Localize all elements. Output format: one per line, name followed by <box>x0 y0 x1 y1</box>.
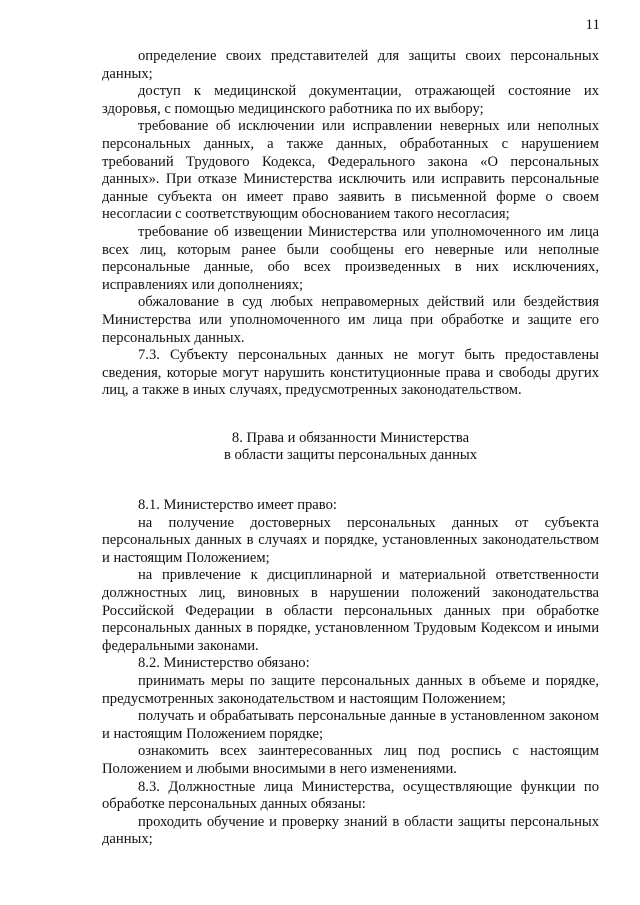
paragraph-right-liability: на привлечение к дисциплинарной и материальной ответственности должностных лиц, виновных в нарушении положений законодательства Российской Федерации в области персональных данных при обработке персональных данных в порядке, установленном Трудовым Кодексом и иными федеральными законами. <box>102 567 599 654</box>
paragraph-8-2: 8.2. Министерство обязано: <box>138 655 310 672</box>
paragraph-right-obtain-data: на получение достоверных персональных данных от субъекта персональных данных в случаях и порядке, установленных законодательством и настоящим Положением; <box>102 514 599 566</box>
paragraph-correction-request: требование об исключении или исправлении неверных или неполных персональных данных, а также данных, обработанных с нарушением требований Трудового Кодекса, Федерального закона «О персональных данных». При отказе Министерства исключить или исправить персональные данные субъекта он имеет право заявить в письменной форме о своем несогласии с соответствующим обоснованием такого несогласия; <box>102 118 599 223</box>
section-8-heading-line2: в области защиты персональных данных <box>224 447 477 464</box>
paragraph-8-3: 8.3. Должностные лица Министерства, осуществляющие функции по обработке персональных данных обязаны: <box>102 778 599 813</box>
paragraph-duty-familiarize: ознакомить всех заинтересованных лиц под роспись с настоящим Положением и любыми вносимыми в него изменениями. <box>102 743 599 777</box>
paragraph-8-1: 8.1. Министерство имеет право: <box>138 497 337 514</box>
paragraph-duty-training: проходить обучение и проверку знаний в области защиты персональных данных; <box>102 813 599 848</box>
section-8-heading <box>102 430 599 465</box>
paragraph-court-appeal: обжалование в суд любых неправомерных действий или бездействия Министерства или уполномоченного им лица при обработке и защите его персональных данных. <box>102 294 599 346</box>
section-8-heading-line1: 8. Права и обязанности Министерства <box>231 429 470 446</box>
page-number: 11 <box>585 17 600 33</box>
paragraph-duty-processing: получать и обрабатывать персональные данные в установленном законом и настоящим Положением порядке; <box>102 708 599 742</box>
paragraph-representatives: определение своих представителей для защиты своих персональных данных; <box>102 48 599 82</box>
paragraph-duty-protection: принимать меры по защите персональных данных в объеме и порядке, предусмотренных законодательством и настоящим Положением; <box>102 673 599 707</box>
paragraph-medical-access: доступ к медицинской документации, отражающей состояние их здоровья, с помощью медицинского работника по их выбору; <box>102 83 599 117</box>
document-body <box>102 48 599 849</box>
paragraph-notification-request: требование об извещении Министерства или уполномоченного им лица всех лиц, которым ранее были сообщены его неверные или неполные персональные данные, обо всех произведенных в них исключениях, исправлениях или дополнениях; <box>102 223 599 293</box>
paragraph-7-3: 7.3. Субъекту персональных данных не могут быть предоставлены сведения, которые могут нарушить конституционные права и свободы других лиц, а также в иных случаях, предусмотренных законодательством. <box>102 347 599 399</box>
